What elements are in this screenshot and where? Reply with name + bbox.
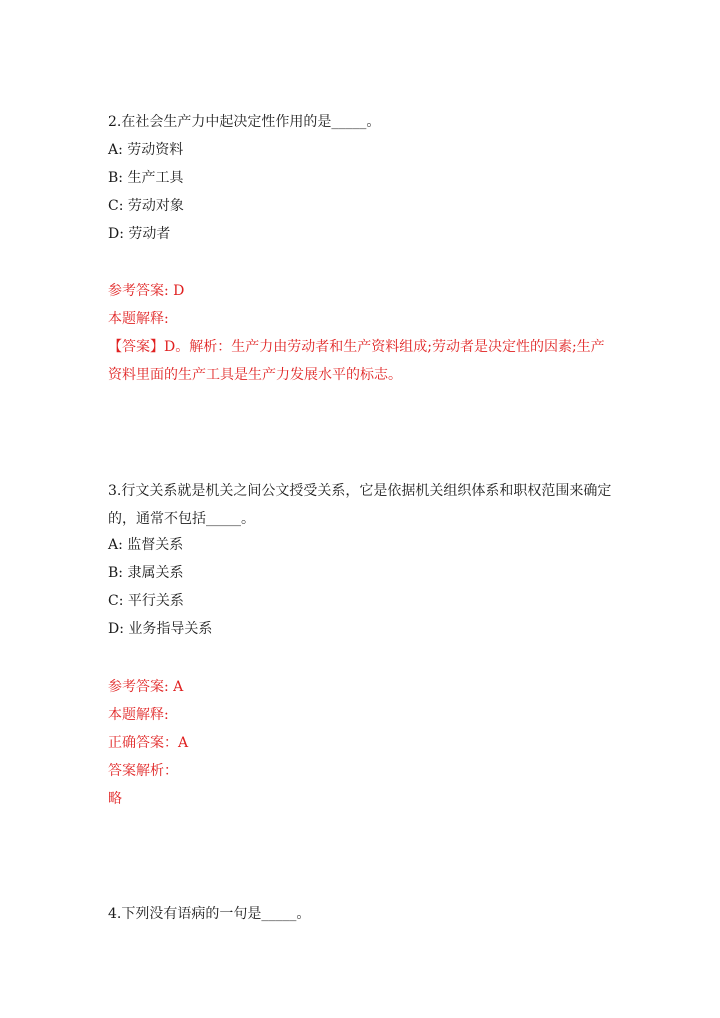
q3-option-d: D: 业务指导关系 [108, 621, 213, 637]
q2-stem: 2.在社会生产力中起决定性作用的是_____。 [108, 114, 381, 130]
q3-option-c: C: 平行关系 [108, 593, 184, 609]
q2-reference-answer: 参考答案: D [108, 283, 185, 299]
q2-option-c: C: 劳动对象 [108, 198, 184, 214]
q2-option-b: B: 生产工具 [108, 170, 184, 186]
q4-stem: 4.下列没有语病的一句是_____。 [108, 906, 311, 922]
q3-option-b: B: 隶属关系 [108, 565, 184, 581]
q2-option-a: A: 劳动资料 [108, 142, 184, 158]
q3-option-a: A: 监督关系 [108, 537, 184, 553]
q2-explanation-text: 【答案】D。解析：生产力由劳动者和生产资料组成;劳动者是决定性的因素;生产资料里面的生产工具是生产力发展水平的标志。 [108, 339, 605, 383]
q3-analysis-label: 答案解析： [108, 763, 178, 779]
q3-correct-answer: 正确答案：A [108, 735, 189, 751]
q3-stem: 3.行文关系就是机关之间公文授受关系，它是依据机关组织体系和职权范围来确定的，通常不包括_____。 [108, 483, 612, 527]
q3-explanation-label: 本题解释: [108, 707, 169, 723]
q3-reference-answer: 参考答案: A [108, 679, 184, 695]
q2-option-d: D: 劳动者 [108, 226, 171, 242]
q2-explanation-label: 本题解释: [108, 311, 169, 327]
q3-analysis-text: 略 [108, 791, 122, 807]
